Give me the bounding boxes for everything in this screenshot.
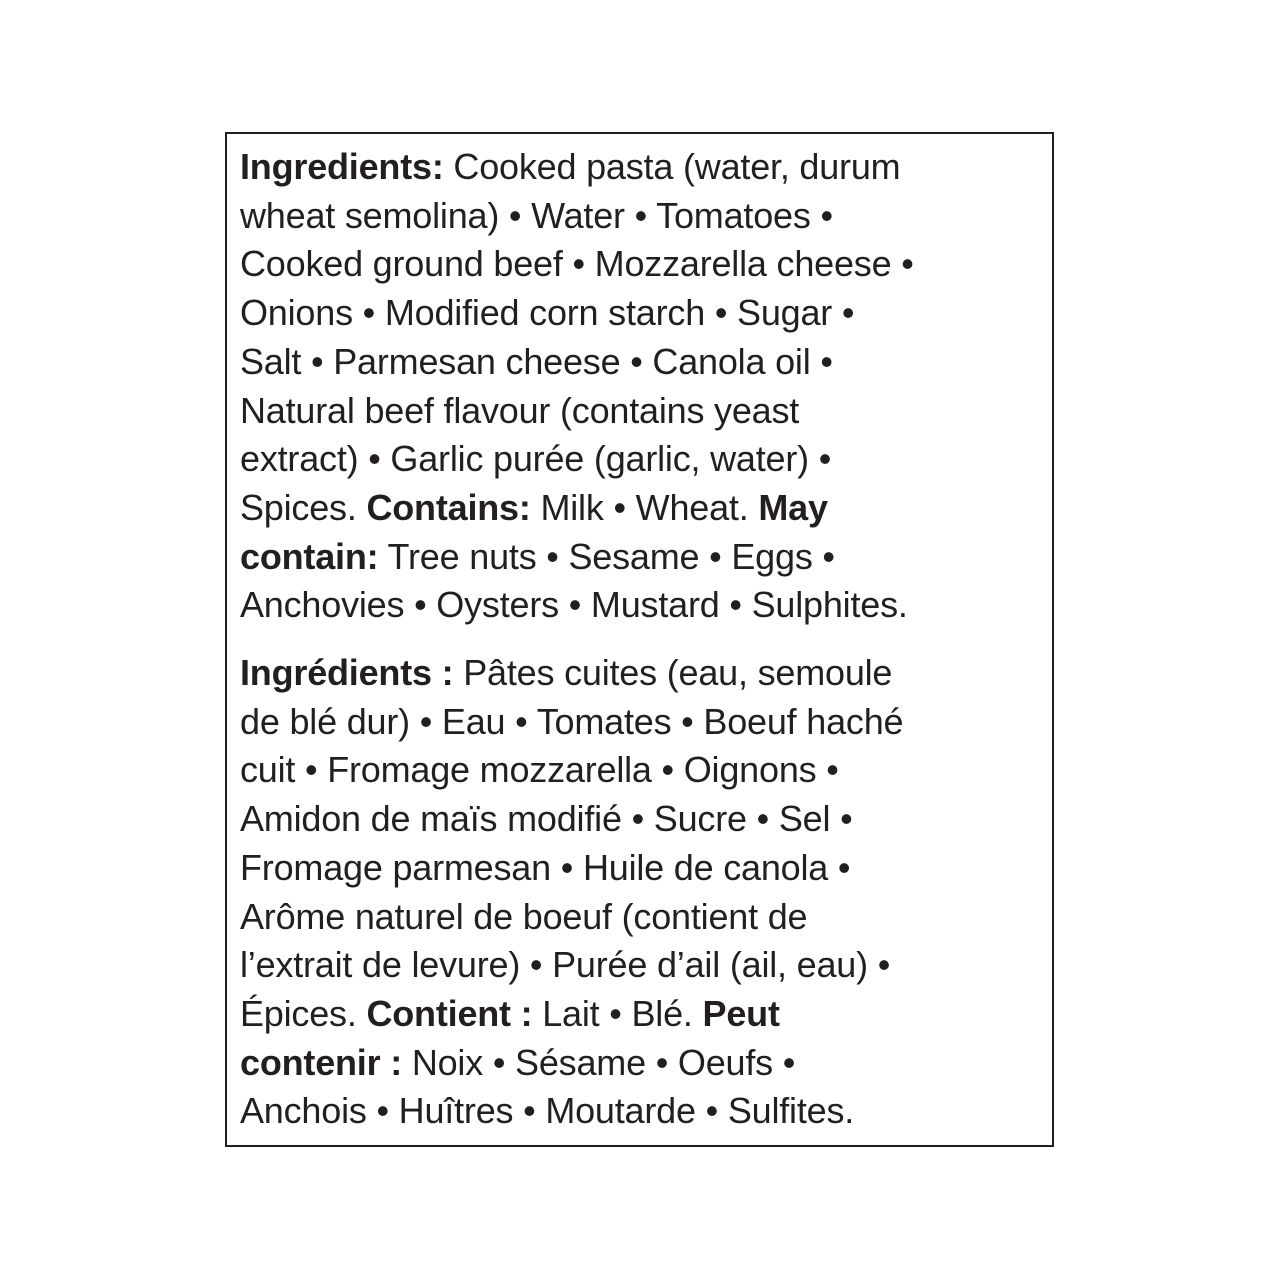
ingredients-heading: Ingredients: [240,146,444,187]
text-line: Ingredients: Cooked pasta (water, durum [240,146,901,187]
contains-heading: Contient : [366,992,533,1034]
text-line: Arôme naturel de boeuf (contient de [240,895,808,937]
text-line: Anchovies • Oysters • Mustard • Sulphites. [240,584,908,626]
may-contain-heading: contenir : [240,1041,403,1083]
text-line: contain: Tree nuts • Sesame • Eggs • [240,535,835,577]
contains-heading: Contains: [366,486,531,528]
text-line: Cooked ground beef • Mozzarella cheese • [240,243,914,285]
text-line: Spices. Contains: Milk • Wheat. May [240,486,828,528]
may-contain-heading: contain: [240,535,379,577]
text-line: contenir : Noix • Sésame • Oeufs • [240,1041,796,1083]
text-line: Épices. Contient : Lait • Blé. Peut [240,992,780,1034]
text-line: Onions • Modified corn starch • Sugar • [240,292,855,334]
text-line: wheat semolina) • Water • Tomatoes • [240,194,833,236]
text-line: Natural beef flavour (contains yeast [240,389,800,431]
ingredients-panel [225,132,1054,1147]
text-line: Ingrédients : Pâtes cuites (eau, semoule [240,652,893,693]
text-line: extract) • Garlic purée (garlic, water) • [240,438,832,480]
french-ingredients [240,649,903,1136]
may-contain-heading: Peut [702,992,780,1034]
may-contain-heading: May [758,486,828,528]
text-line: de blé dur) • Eau • Tomates • Boeuf haché [240,700,904,742]
text-line: Amidon de maïs modifié • Sucre • Sel • [240,798,853,840]
text-line: cuit • Fromage mozzarella • Oignons • [240,749,839,791]
text-line: l’extrait de levure) • Purée d’ail (ail, eau) • [240,944,891,986]
text-line: Anchois • Huîtres • Moutarde • Sulfites. [240,1090,855,1132]
english-ingredients [240,143,914,630]
text-line: Salt • Parmesan cheese • Canola oil • [240,340,833,382]
ingredients-heading: Ingrédients : [240,652,454,693]
text-line: Fromage parmesan • Huile de canola • [240,846,851,888]
